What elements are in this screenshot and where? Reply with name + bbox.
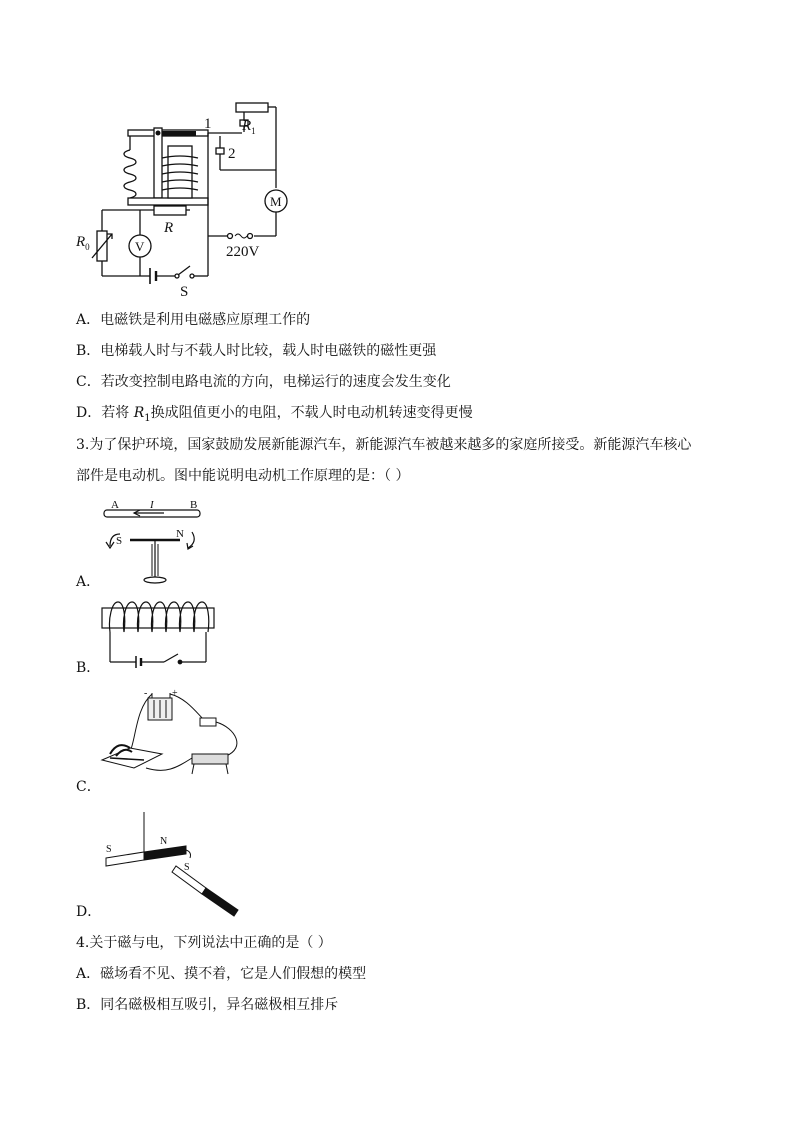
fig-d-bar-magnets <box>96 812 246 917</box>
q2-option-a: A．电磁铁是利用电磁感应原理工作的 <box>76 312 311 328</box>
fig-a-label-i: I <box>150 499 154 511</box>
fig-a-label-n: N <box>176 528 184 540</box>
label-contact-1: 1 <box>204 116 212 132</box>
fig-a-label-s: S <box>116 535 123 547</box>
label-voltmeter: V <box>135 239 145 254</box>
fig-c-label-plus: + <box>172 688 178 699</box>
q2-option-b: B．电梯载人时与不载人时比较，载人时电磁铁的磁性更强 <box>76 343 437 359</box>
fig-c-motor-apparatus <box>96 688 246 783</box>
q3-option-b-label: B． <box>76 660 101 676</box>
fig-d-label-s1: S <box>106 844 112 855</box>
q3-option-c-label: C． <box>76 779 101 795</box>
q2-option-d: D．若将 $R_1$换成阻值更小的电阻，不载人时电动机转速变得更慢 <box>76 405 473 424</box>
label-switch-s: S <box>180 284 189 300</box>
q4-stem: 4.关于磁与电，下列说法中正确的是（ ） <box>76 935 332 951</box>
label-r0: $R_0$ <box>76 234 90 252</box>
fig-c-label-minus: - <box>144 688 148 699</box>
fig-a-label-b: B <box>190 499 198 511</box>
fig-a-oersted <box>96 496 216 586</box>
label-contact-2: 2 <box>228 146 236 162</box>
fig-a-label-a: A <box>111 499 119 511</box>
q4-option-b: B．同名磁极相互吸引，异名磁极相互排斥 <box>76 997 339 1013</box>
q2-option-c: C．若改变控制电路电流的方向，电梯运行的速度会发生变化 <box>76 374 451 390</box>
label-voltage: 220V <box>226 244 260 260</box>
q3-stem-line-1: 3.为了保护环境，国家鼓励发展新能源汽车，新能源汽车被越来越多的家庭所接受。新能源汽车核心 <box>76 437 692 453</box>
q3-option-a-label: A． <box>76 574 101 590</box>
label-r: R <box>164 220 174 236</box>
q3-stem-line-2: 部件是电动机。图中能说明电动机工作原理的是：（ ） <box>76 468 410 484</box>
label-r1: $R_1$ <box>242 118 256 136</box>
fig-d-label-s2: S <box>184 862 190 873</box>
fig-b-solenoid <box>96 598 220 668</box>
q3-option-d-label: D． <box>76 904 102 920</box>
q4-option-a: A．磁场看不见、摸不着，它是人们假想的模型 <box>76 966 367 982</box>
relay-circuit-diagram <box>70 98 310 303</box>
label-motor: M <box>270 194 282 209</box>
fig-d-label-n: N <box>160 836 168 847</box>
